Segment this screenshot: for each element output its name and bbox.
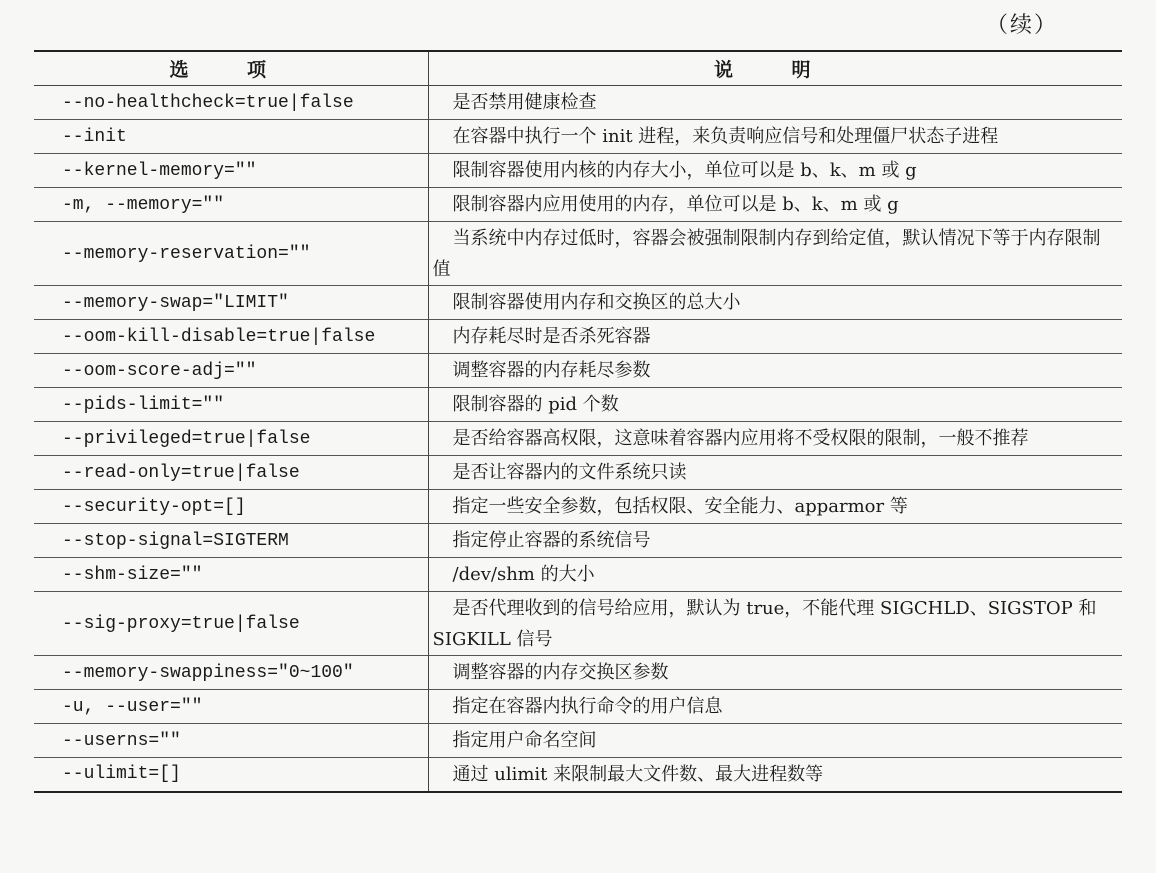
option-cell: --read-only=true|false	[34, 456, 428, 490]
option-cell: --kernel-memory=""	[34, 154, 428, 188]
description-cell: 限制容器的 pid 个数	[428, 388, 1122, 422]
option-cell: --oom-kill-disable=true|false	[34, 320, 428, 354]
table-row	[34, 222, 1122, 286]
header-description: 说 明	[428, 51, 1122, 86]
description-cell: 是否代理收到的信号给应用，默认为 true，不能代理 SIGCHLD、SIGSTOP 和 SIGKILL 信号	[428, 592, 1122, 656]
table-row	[34, 524, 1122, 558]
table-row	[34, 422, 1122, 456]
option-cell: -u, --user=""	[34, 690, 428, 724]
option-cell: --no-healthcheck=true|false	[34, 86, 428, 120]
description-cell: 在容器中执行一个 init 进程，来负责响应信号和处理僵尸状态子进程	[428, 120, 1122, 154]
description-cell: 指定停止容器的系统信号	[428, 524, 1122, 558]
option-cell: --ulimit=[]	[34, 758, 428, 792]
header-option: 选 项	[34, 51, 428, 86]
table-row	[34, 656, 1122, 690]
option-cell: --privileged=true|false	[34, 422, 428, 456]
table-row	[34, 86, 1122, 120]
option-cell: --memory-swappiness="0~100"	[34, 656, 428, 690]
option-cell: --pids-limit=""	[34, 388, 428, 422]
option-cell: --memory-swap="LIMIT"	[34, 286, 428, 320]
description-cell: 调整容器的内存交换区参数	[428, 656, 1122, 690]
description-cell: 是否给容器高权限，这意味着容器内应用将不受权限的限制，一般不推荐	[428, 422, 1122, 456]
description-cell: 当系统中内存过低时，容器会被强制限制内存到给定值，默认情况下等于内存限制值	[428, 222, 1122, 286]
table-row	[34, 388, 1122, 422]
description-cell: 指定一些安全参数，包括权限、安全能力、apparmor 等	[428, 490, 1122, 524]
table-row	[34, 188, 1122, 222]
table-row	[34, 120, 1122, 154]
option-cell: --init	[34, 120, 428, 154]
option-cell: --stop-signal=SIGTERM	[34, 524, 428, 558]
description-cell: 是否让容器内的文件系统只读	[428, 456, 1122, 490]
option-cell: -m, --memory=""	[34, 188, 428, 222]
option-cell: --oom-score-adj=""	[34, 354, 428, 388]
option-cell: --memory-reservation=""	[34, 222, 428, 286]
table-row	[34, 354, 1122, 388]
description-cell: 内存耗尽时是否杀死容器	[428, 320, 1122, 354]
option-cell: --sig-proxy=true|false	[34, 592, 428, 656]
description-cell: 指定用户命名空间	[428, 724, 1122, 758]
option-cell: --security-opt=[]	[34, 490, 428, 524]
table-row	[34, 320, 1122, 354]
option-cell: --userns=""	[34, 724, 428, 758]
table-row	[34, 592, 1122, 656]
table-row	[34, 456, 1122, 490]
continued-label: （续）	[985, 13, 1058, 38]
table-row	[34, 286, 1122, 320]
description-cell: 通过 ulimit 来限制最大文件数、最大进程数等	[428, 758, 1122, 792]
description-cell: /dev/shm 的大小	[428, 558, 1122, 592]
description-cell: 限制容器内应用使用的内存，单位可以是 b、k、m 或 g	[428, 188, 1122, 222]
option-cell: --shm-size=""	[34, 558, 428, 592]
table-row	[34, 724, 1122, 758]
table-header-row	[34, 51, 1122, 86]
table-row	[34, 690, 1122, 724]
table-row	[34, 490, 1122, 524]
description-cell: 限制容器使用内存和交换区的总大小	[428, 286, 1122, 320]
table-row	[34, 558, 1122, 592]
table-row	[34, 154, 1122, 188]
description-cell: 指定在容器内执行命令的用户信息	[428, 690, 1122, 724]
description-cell: 调整容器的内存耗尽参数	[428, 354, 1122, 388]
description-cell: 是否禁用健康检查	[428, 86, 1122, 120]
table-row	[34, 758, 1122, 792]
options-table	[34, 50, 1122, 793]
description-cell: 限制容器使用内核的内存大小，单位可以是 b、k、m 或 g	[428, 154, 1122, 188]
